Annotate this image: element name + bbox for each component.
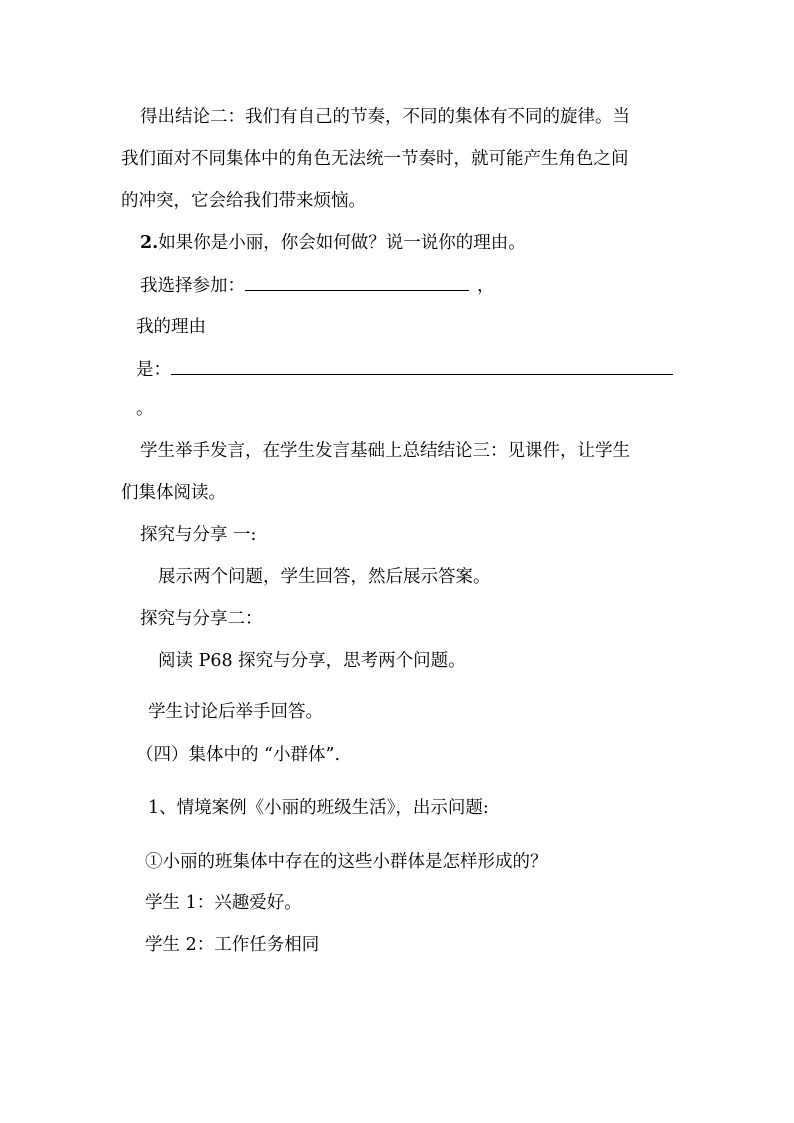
question-number: 2. bbox=[140, 233, 159, 253]
question-text: 如果你是小丽，你会如何做？说一说你的理由。 bbox=[158, 233, 526, 253]
paragraph-line: 得出结论二：我们有自己的节奏，不同的集体有不同的旋律。当 bbox=[140, 107, 630, 127]
reason-blank[interactable] bbox=[171, 358, 673, 375]
section-heading: 探究与分享二： bbox=[140, 609, 263, 629]
section-heading: （四）集体中的 “小群体”. bbox=[136, 745, 341, 765]
reason-label: 是： bbox=[136, 360, 171, 380]
paragraph-line: 我们面对不同集体中的角色无法统一节奏时，就可能产生角色之间 bbox=[121, 149, 629, 169]
reason-label-line: 我的理由 bbox=[136, 317, 206, 337]
paragraph-line: 1、情境案例《小丽的班级生活》，出示问题: bbox=[148, 798, 489, 818]
paragraph-line: 阅读 P68 探究与分享，思考两个问题。 bbox=[158, 651, 466, 671]
choice-line bbox=[140, 274, 495, 297]
answer-line: 学生 1：兴趣爱好。 bbox=[145, 893, 302, 913]
paragraph-line: 们集体阅读。 bbox=[121, 483, 226, 503]
question-line bbox=[140, 232, 526, 254]
choice-blank[interactable] bbox=[245, 274, 469, 291]
reason-line bbox=[136, 358, 673, 381]
paragraph-line: 学生讨论后举手回答。 bbox=[148, 702, 323, 722]
period-line: 。 bbox=[136, 399, 154, 419]
section-heading: 探究与分享 一: bbox=[140, 525, 257, 545]
choice-label: 我选择参加： bbox=[140, 276, 245, 296]
paragraph-line: 学生举手发言，在学生发言基础上总结结论三：见课件，让学生 bbox=[140, 441, 630, 461]
paragraph-line: 的冲突，它会给我们带来烦恼。 bbox=[121, 191, 366, 211]
question-line: ①小丽的班集体中存在的这些小群体是怎样形成的？ bbox=[145, 852, 548, 872]
answer-line: 学生 2：工作任务相同 bbox=[145, 935, 320, 955]
paragraph-line: 展示两个问题，学生回答，然后展示答案。 bbox=[158, 567, 491, 587]
choice-comma: ， bbox=[477, 276, 495, 296]
